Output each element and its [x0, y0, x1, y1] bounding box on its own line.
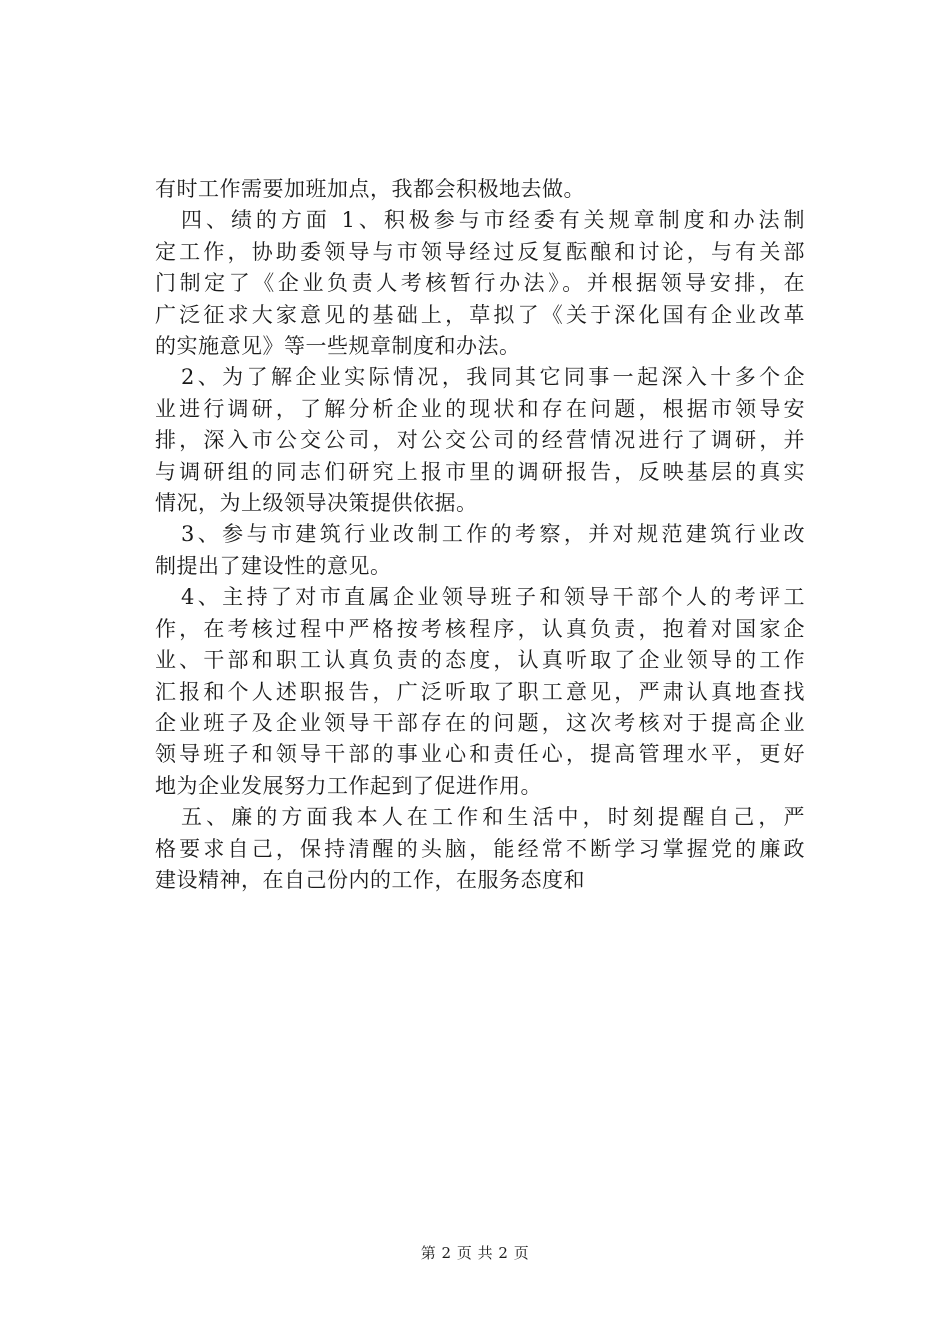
text-line: 3、参与市建筑行业改制工作的考察，并对规范建筑行业改 — [181, 522, 805, 547]
text-line: 制提出了建设性的意见。 — [155, 553, 392, 578]
document-body — [155, 174, 805, 896]
text-line: 定工作，协助委领导与市领导经过反复酝酿和讨论，与有关部 — [155, 239, 805, 264]
text-line: 的实施意见》等一些规章制度和办法。 — [155, 334, 521, 359]
text-line: 四、绩的方面 1、积极参与市经委有关规章制度和办法制 — [181, 208, 805, 233]
text-line: 门制定了《企业负责人考核暂行办法》。并根据领导安排，在 — [155, 271, 805, 296]
text-line: 4、主持了对市直属企业领导班子和领导干部个人的考评工 — [181, 585, 805, 610]
text-line: 2、为了解企业实际情况，我同其它同事一起深入十多个企 — [181, 365, 805, 390]
text-line: 与调研组的同志们研究上报市里的调研报告，反映基层的真实 — [155, 459, 805, 484]
text-line: 情况，为上级领导决策提供依据。 — [155, 491, 478, 516]
text-line: 五、廉的方面我本人在工作和生活中，时刻提醒自己，严 — [181, 805, 805, 830]
text-line: 企业班子及企业领导干部存在的问题，这次考核对于提高企业 — [155, 710, 805, 735]
text-line: 有时工作需要加班加点，我都会积极地去做。 — [155, 177, 585, 201]
text-line: 建设精神，在自己份内的工作，在服务态度和 — [155, 867, 585, 892]
page-footer: 第 2 页 共 2 页 — [420, 1244, 530, 1262]
text-line: 地为企业发展努力工作起到了促进作用。 — [155, 773, 542, 798]
text-line: 领导班子和领导干部的事业心和责任心，提高管理水平，更好 — [155, 742, 805, 767]
text-line: 汇报和个人述职报告，广泛听取了职工意见，严肃认真地查找 — [155, 679, 805, 704]
text-line: 业进行调研，了解分析企业的现状和存在问题，根据市领导安 — [155, 396, 805, 421]
text-line: 格要求自己，保持清醒的头脑，能经常不断学习掌握党的廉政 — [155, 836, 805, 861]
text-line: 广泛征求大家意见的基础上，草拟了《关于深化国有企业改革 — [155, 302, 805, 327]
text-line: 作，在考核过程中严格按考核程序，认真负责，抱着对国家企 — [155, 616, 805, 641]
text-line: 业、干部和职工认真负责的态度，认真听取了企业领导的工作 — [155, 648, 805, 673]
text-line: 排，深入市公交公司，对公交公司的经营情况进行了调研，并 — [155, 428, 805, 453]
